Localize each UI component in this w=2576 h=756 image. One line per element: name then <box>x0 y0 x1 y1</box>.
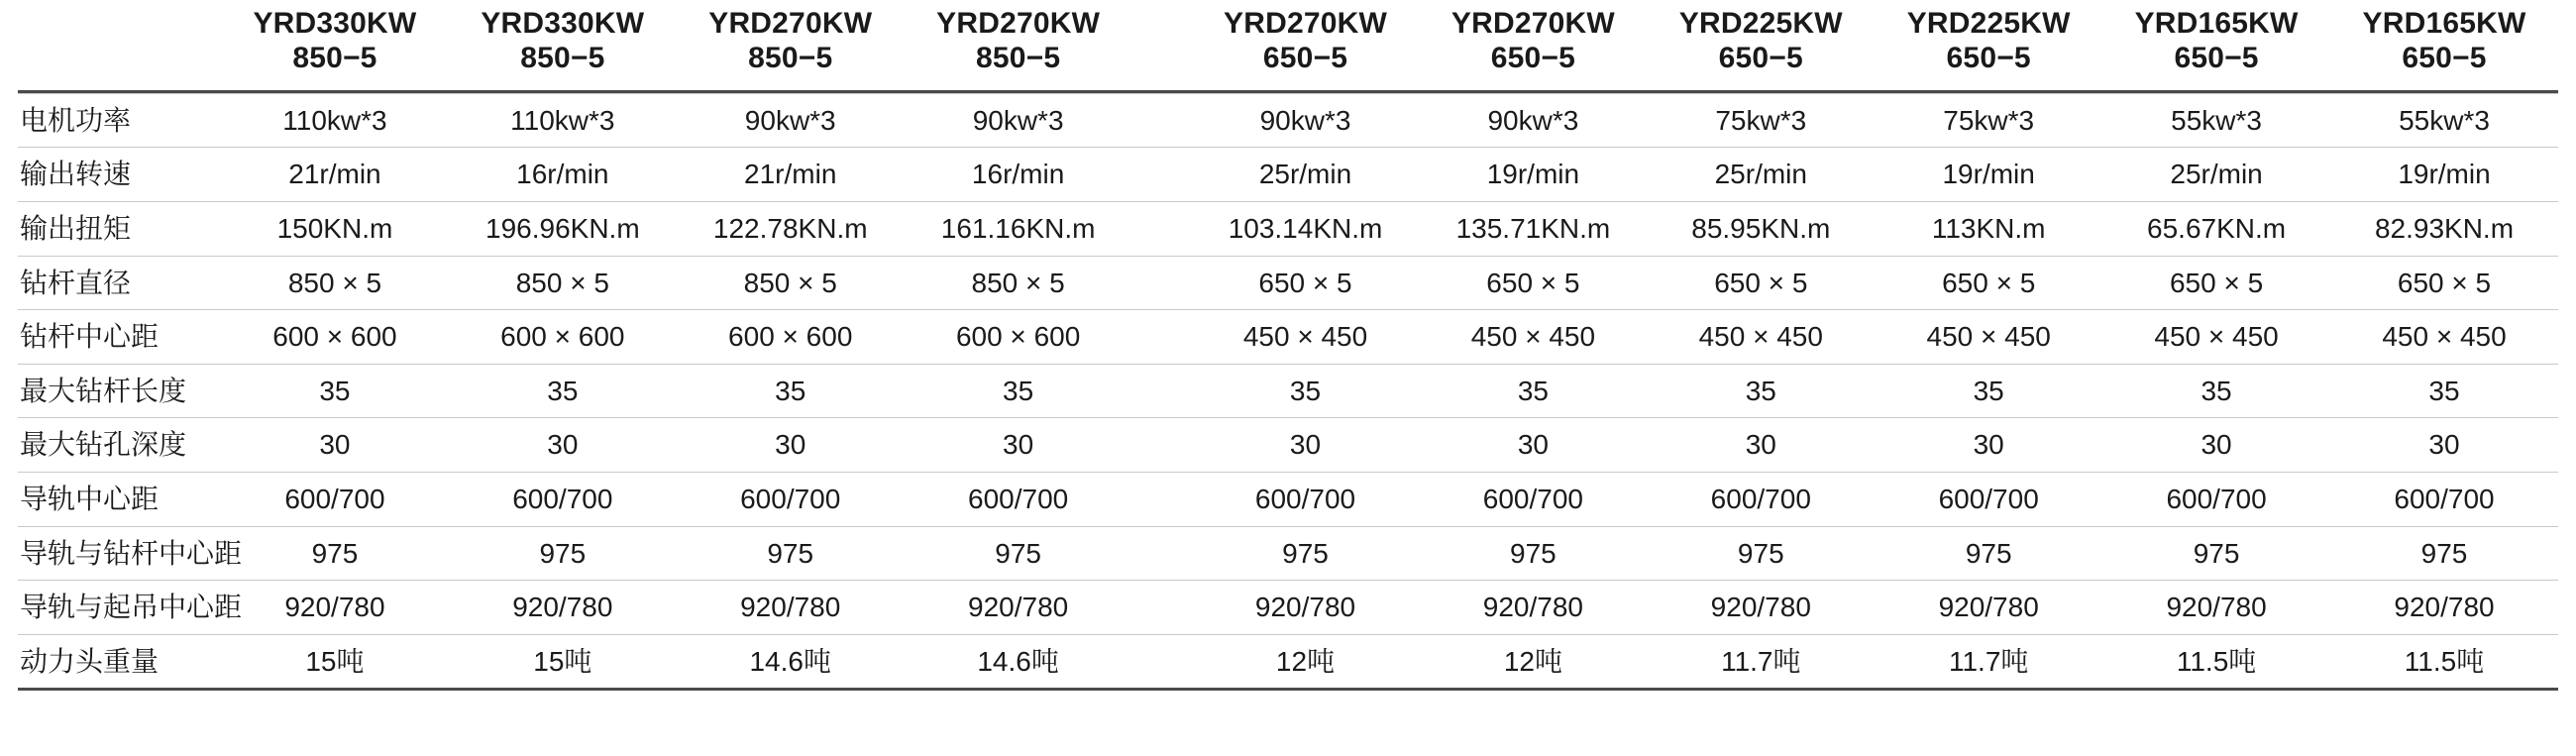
column-model-2: YRD330KW <box>481 7 645 40</box>
cell: 975 <box>905 526 1132 581</box>
cell: 14.6吨 <box>677 634 905 690</box>
cell: 25r/min <box>1192 148 1420 202</box>
cell: 75kw*3 <box>1875 93 2102 148</box>
cell: 600/700 <box>449 472 677 526</box>
cell: 110kw*3 <box>221 93 449 148</box>
column-model-7: YRD225KW <box>1678 7 1843 40</box>
column-header-9 <box>2102 0 2330 91</box>
cell: 122.78KN.m <box>677 201 905 256</box>
column-size-9: 650−5 <box>2174 42 2259 75</box>
cell: 12吨 <box>1419 634 1647 690</box>
cell: 600 × 600 <box>221 310 449 365</box>
cell: 920/780 <box>449 581 677 635</box>
row-label: 动力头重量 <box>18 634 221 690</box>
cell: 90kw*3 <box>1192 93 1420 148</box>
cell: 30 <box>2102 418 2330 473</box>
cell: 920/780 <box>2102 581 2330 635</box>
cell: 19r/min <box>1419 148 1647 202</box>
cell: 600 × 600 <box>677 310 905 365</box>
cell: 65.67KN.m <box>2102 201 2330 256</box>
column-size-7: 650−5 <box>1718 42 1803 75</box>
cell: 650 × 5 <box>2330 256 2558 310</box>
row-label: 输出扭矩 <box>18 201 221 256</box>
cell: 35 <box>2102 364 2330 418</box>
cell: 30 <box>2330 418 2558 473</box>
cell-gap <box>1132 472 1192 526</box>
row-label: 最大钻孔深度 <box>18 418 221 473</box>
row-label: 最大钻杆长度 <box>18 364 221 418</box>
table-row <box>18 526 2558 581</box>
cell: 30 <box>221 418 449 473</box>
cell: 920/780 <box>1419 581 1647 635</box>
cell: 30 <box>1419 418 1647 473</box>
cell-gap <box>1132 364 1192 418</box>
cell-gap <box>1132 93 1192 148</box>
cell: 600/700 <box>2102 472 2330 526</box>
column-model-5: YRD270KW <box>1224 7 1387 40</box>
column-header-2 <box>449 0 677 91</box>
column-header-8 <box>1875 0 2102 91</box>
column-header-1 <box>221 0 449 91</box>
cell: 600/700 <box>1647 472 1875 526</box>
cell: 600 × 600 <box>905 310 1132 365</box>
cell: 75kw*3 <box>1647 93 1875 148</box>
cell: 35 <box>677 364 905 418</box>
top-strip <box>0 0 2576 4</box>
cell: 450 × 450 <box>2102 310 2330 365</box>
cell: 920/780 <box>1875 581 2102 635</box>
cell-gap <box>1132 526 1192 581</box>
column-header-3 <box>677 0 905 91</box>
cell: 975 <box>221 526 449 581</box>
row-label: 输出转速 <box>18 148 221 202</box>
cell: 975 <box>449 526 677 581</box>
table-row <box>18 310 2558 365</box>
table-body <box>18 93 2558 690</box>
cell: 600/700 <box>221 472 449 526</box>
cell: 16r/min <box>449 148 677 202</box>
cell: 21r/min <box>677 148 905 202</box>
row-label: 钻杆直径 <box>18 256 221 310</box>
cell-gap <box>1132 310 1192 365</box>
cell: 650 × 5 <box>1875 256 2102 310</box>
table-row <box>18 472 2558 526</box>
column-size-3: 850−5 <box>748 42 833 75</box>
cell: 21r/min <box>221 148 449 202</box>
cell: 650 × 5 <box>1419 256 1647 310</box>
table-row <box>18 201 2558 256</box>
row-label: 导轨中心距 <box>18 472 221 526</box>
cell: 30 <box>677 418 905 473</box>
cell: 35 <box>2330 364 2558 418</box>
cell: 85.95KN.m <box>1647 201 1875 256</box>
cell: 850 × 5 <box>677 256 905 310</box>
cell: 450 × 450 <box>1192 310 1420 365</box>
cell-gap <box>1132 418 1192 473</box>
cell: 90kw*3 <box>1419 93 1647 148</box>
cell: 600/700 <box>677 472 905 526</box>
cell: 975 <box>1875 526 2102 581</box>
cell: 11.5吨 <box>2330 634 2558 690</box>
cell: 650 × 5 <box>1192 256 1420 310</box>
cell: 450 × 450 <box>2330 310 2558 365</box>
cell: 25r/min <box>1647 148 1875 202</box>
cell: 14.6吨 <box>905 634 1132 690</box>
column-gap <box>1132 0 1192 91</box>
cell: 161.16KN.m <box>905 201 1132 256</box>
cell: 30 <box>1647 418 1875 473</box>
cell-gap <box>1132 148 1192 202</box>
cell: 35 <box>1192 364 1420 418</box>
cell: 82.93KN.m <box>2330 201 2558 256</box>
cell: 11.7吨 <box>1875 634 2102 690</box>
cell: 135.71KN.m <box>1419 201 1647 256</box>
table-head <box>18 0 2558 93</box>
cell: 850 × 5 <box>221 256 449 310</box>
cell-gap <box>1132 581 1192 635</box>
row-label: 钻杆中心距 <box>18 310 221 365</box>
table-row <box>18 581 2558 635</box>
cell: 850 × 5 <box>449 256 677 310</box>
cell: 30 <box>905 418 1132 473</box>
cell: 35 <box>449 364 677 418</box>
cell: 150KN.m <box>221 201 449 256</box>
cell: 55kw*3 <box>2102 93 2330 148</box>
cell: 30 <box>1192 418 1420 473</box>
column-size-5: 650−5 <box>1262 42 1348 75</box>
cell: 35 <box>221 364 449 418</box>
table-header-row <box>18 0 2558 91</box>
cell: 975 <box>1192 526 1420 581</box>
column-size-10: 650−5 <box>2402 42 2487 75</box>
cell: 975 <box>677 526 905 581</box>
row-label: 电机功率 <box>18 93 221 148</box>
table-row <box>18 418 2558 473</box>
column-size-1: 850−5 <box>292 42 377 75</box>
cell: 15吨 <box>221 634 449 690</box>
cell: 920/780 <box>1647 581 1875 635</box>
cell: 90kw*3 <box>677 93 905 148</box>
cell-gap <box>1132 256 1192 310</box>
cell: 650 × 5 <box>2102 256 2330 310</box>
cell: 110kw*3 <box>449 93 677 148</box>
cell: 103.14KN.m <box>1192 201 1420 256</box>
cell: 850 × 5 <box>905 256 1132 310</box>
cell: 975 <box>2102 526 2330 581</box>
cell: 55kw*3 <box>2330 93 2558 148</box>
table-row <box>18 93 2558 148</box>
cell: 90kw*3 <box>905 93 1132 148</box>
row-header-corner <box>18 0 221 91</box>
cell: 600 × 600 <box>449 310 677 365</box>
cell: 975 <box>1419 526 1647 581</box>
column-model-4: YRD270KW <box>936 7 1101 40</box>
cell: 15吨 <box>449 634 677 690</box>
cell: 35 <box>1647 364 1875 418</box>
specification-table <box>18 0 2558 691</box>
column-header-6 <box>1419 0 1647 91</box>
column-header-10 <box>2330 0 2558 91</box>
column-header-5 <box>1192 0 1420 91</box>
column-size-2: 850−5 <box>520 42 605 75</box>
cell: 975 <box>1647 526 1875 581</box>
cell: 920/780 <box>221 581 449 635</box>
column-model-1: YRD330KW <box>253 7 417 40</box>
cell: 450 × 450 <box>1419 310 1647 365</box>
cell: 920/780 <box>1192 581 1420 635</box>
cell: 600/700 <box>1192 472 1420 526</box>
column-header-4 <box>905 0 1132 91</box>
cell: 920/780 <box>905 581 1132 635</box>
table-row <box>18 364 2558 418</box>
column-size-8: 650−5 <box>1946 42 2031 75</box>
cell: 600/700 <box>905 472 1132 526</box>
cell: 196.96KN.m <box>449 201 677 256</box>
cell: 113KN.m <box>1875 201 2102 256</box>
column-model-9: YRD165KW <box>2134 7 2299 40</box>
cell: 650 × 5 <box>1647 256 1875 310</box>
row-label: 导轨与起吊中心距 <box>18 581 221 635</box>
cell: 35 <box>905 364 1132 418</box>
column-model-10: YRD165KW <box>2362 7 2526 40</box>
cell: 19r/min <box>1875 148 2102 202</box>
cell: 450 × 450 <box>1647 310 1875 365</box>
column-size-6: 650−5 <box>1490 42 1576 75</box>
cell: 30 <box>1875 418 2102 473</box>
cell-gap <box>1132 201 1192 256</box>
table-row <box>18 148 2558 202</box>
cell: 19r/min <box>2330 148 2558 202</box>
row-label: 导轨与钻杆中心距 <box>18 526 221 581</box>
cell: 920/780 <box>677 581 905 635</box>
table-row <box>18 634 2558 690</box>
cell: 600/700 <box>2330 472 2558 526</box>
cell: 600/700 <box>1875 472 2102 526</box>
cell: 920/780 <box>2330 581 2558 635</box>
cell: 975 <box>2330 526 2558 581</box>
column-model-8: YRD225KW <box>1906 7 2071 40</box>
column-model-3: YRD270KW <box>708 7 873 40</box>
cell-gap <box>1132 634 1192 690</box>
cell: 25r/min <box>2102 148 2330 202</box>
table-row <box>18 256 2558 310</box>
cell: 450 × 450 <box>1875 310 2102 365</box>
column-model-6: YRD270KW <box>1450 7 1615 40</box>
cell: 600/700 <box>1419 472 1647 526</box>
cell: 16r/min <box>905 148 1132 202</box>
cell: 11.7吨 <box>1647 634 1875 690</box>
cell: 35 <box>1419 364 1647 418</box>
cell: 35 <box>1875 364 2102 418</box>
cell: 30 <box>449 418 677 473</box>
column-header-7 <box>1647 0 1875 91</box>
cell: 11.5吨 <box>2102 634 2330 690</box>
column-size-4: 850−5 <box>975 42 1061 75</box>
cell: 12吨 <box>1192 634 1420 690</box>
